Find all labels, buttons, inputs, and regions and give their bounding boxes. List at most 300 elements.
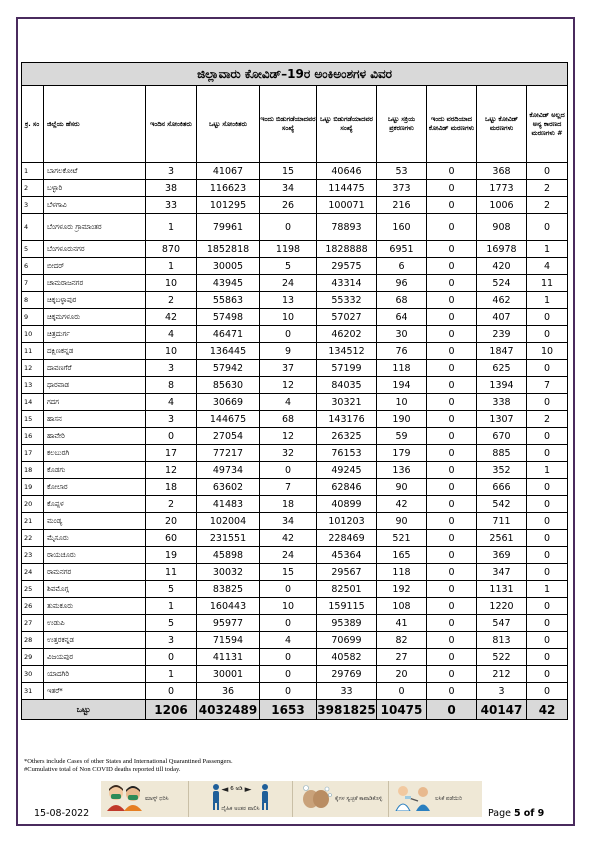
cell-active: 194 (377, 377, 427, 394)
cell-today-deaths: 0 (427, 615, 477, 632)
cell-total-deaths: 1847 (477, 343, 527, 360)
cell-serial: 27 (22, 615, 44, 632)
total-today-deaths: 0 (427, 700, 477, 720)
cell-total-deaths: 239 (477, 326, 527, 343)
cell-active: 64 (377, 309, 427, 326)
cell-total-infected: 27054 (197, 428, 260, 445)
cell-active: 53 (377, 163, 427, 180)
covid-awareness-banner (101, 781, 482, 817)
cell-district: ಹಾವೇರಿ (44, 428, 146, 445)
footnote-others: *Others include Cases of other States and International Quarantined Passengers. (24, 758, 233, 765)
cell-today-infected: 18 (146, 479, 197, 496)
cell-today-deaths: 0 (427, 258, 477, 275)
cell-total-infected: 77217 (197, 445, 260, 462)
cell-today-discharged: 5 (260, 258, 317, 275)
cell-today-deaths: 0 (427, 197, 477, 214)
table-row (22, 377, 568, 394)
cell-today-infected: 1 (146, 214, 197, 241)
cell-total-discharged: 62846 (317, 479, 377, 496)
cell-serial: 12 (22, 360, 44, 377)
mask-text: ಮಾಸ್ಕ್ ಧರಿಸಿ (145, 795, 169, 802)
footnote-non-covid: #Cumulative total of Non COVID deaths reported till today. (24, 766, 181, 773)
cell-active: 165 (377, 547, 427, 564)
total-today-infected: 1206 (146, 700, 197, 720)
cell-non-covid-deaths: 1 (527, 462, 568, 479)
cell-total-discharged: 26325 (317, 428, 377, 445)
hands-segment (293, 781, 389, 817)
cell-today-deaths: 0 (427, 377, 477, 394)
cell-active: 179 (377, 445, 427, 462)
cell-non-covid-deaths: 11 (527, 275, 568, 292)
col-header-total-infected: ಒಟ್ಟು ಸೋಂಕಿತರು (197, 86, 260, 163)
footnotes (24, 758, 233, 774)
cell-district: ರಾಮನಗರ (44, 564, 146, 581)
cell-total-infected: 57942 (197, 360, 260, 377)
cell-total-infected: 30032 (197, 564, 260, 581)
cell-non-covid-deaths: 0 (527, 445, 568, 462)
cell-today-infected: 2 (146, 496, 197, 513)
cell-district: ಕಲಬುರಗಿ (44, 445, 146, 462)
cell-serial: 2 (22, 180, 44, 197)
arrow-left-icon: ◄ (221, 784, 229, 795)
cell-total-discharged: 76153 (317, 445, 377, 462)
cell-district: ದಕ್ಷಿಣಕನ್ನಡ (44, 343, 146, 360)
cell-district: ಶಿವಮೊಗ್ಗ (44, 581, 146, 598)
cell-serial: 11 (22, 343, 44, 360)
cell-non-covid-deaths: 0 (527, 360, 568, 377)
cell-today-deaths: 0 (427, 309, 477, 326)
cell-non-covid-deaths: 2 (527, 180, 568, 197)
cell-today-infected: 4 (146, 394, 197, 411)
vaccine-text: ಲಸಿಕೆ ಪಡೆಯಿರಿ (435, 795, 462, 802)
cell-active: 96 (377, 275, 427, 292)
cell-non-covid-deaths: 0 (527, 214, 568, 241)
cell-total-discharged: 114475 (317, 180, 377, 197)
cell-non-covid-deaths: 0 (527, 530, 568, 547)
cell-total-discharged: 55332 (317, 292, 377, 309)
cell-total-deaths: 524 (477, 275, 527, 292)
page-current: 5 (514, 808, 521, 819)
cell-total-discharged: 29769 (317, 666, 377, 683)
cell-serial: 19 (22, 479, 44, 496)
cell-today-infected: 8 (146, 377, 197, 394)
cell-today-discharged: 9 (260, 343, 317, 360)
cell-total-deaths: 542 (477, 496, 527, 513)
cell-total-deaths: 2561 (477, 530, 527, 547)
table-row (22, 581, 568, 598)
cell-total-discharged: 33 (317, 683, 377, 700)
cell-serial: 31 (22, 683, 44, 700)
table-row (22, 394, 568, 411)
cell-non-covid-deaths: 7 (527, 377, 568, 394)
cell-serial: 16 (22, 428, 44, 445)
cell-serial: 6 (22, 258, 44, 275)
cell-today-discharged: 34 (260, 180, 317, 197)
cell-district: ಹಾಸನ (44, 411, 146, 428)
cell-total-discharged: 29567 (317, 564, 377, 581)
page-total: of 9 (523, 808, 545, 819)
cell-today-deaths: 0 (427, 275, 477, 292)
cell-serial: 28 (22, 632, 44, 649)
cell-district: ಬೀದರ್ (44, 258, 146, 275)
cell-non-covid-deaths: 0 (527, 615, 568, 632)
total-non-covid-deaths: 42 (527, 700, 568, 720)
cell-today-discharged: 0 (260, 683, 317, 700)
cell-total-infected: 231551 (197, 530, 260, 547)
cell-non-covid-deaths: 2 (527, 197, 568, 214)
cell-today-deaths: 0 (427, 180, 477, 197)
cell-today-infected: 2 (146, 292, 197, 309)
cell-today-infected: 4 (146, 326, 197, 343)
cell-today-discharged: 37 (260, 360, 317, 377)
table-row (22, 360, 568, 377)
table-row (22, 309, 568, 326)
cell-total-infected: 49734 (197, 462, 260, 479)
cell-today-infected: 17 (146, 445, 197, 462)
total-today-discharged: 1653 (260, 700, 317, 720)
cell-today-discharged: 15 (260, 564, 317, 581)
cell-serial: 24 (22, 564, 44, 581)
table-row (22, 214, 568, 241)
cell-district: ಕೊಪ್ಪಳ (44, 496, 146, 513)
cell-non-covid-deaths: 0 (527, 683, 568, 700)
cell-total-infected: 83825 (197, 581, 260, 598)
vaccine-icon (393, 783, 435, 815)
cell-total-deaths: 547 (477, 615, 527, 632)
table-row (22, 479, 568, 496)
table-row (22, 343, 568, 360)
cell-today-infected: 1 (146, 666, 197, 683)
cell-active: 118 (377, 564, 427, 581)
col-header-today-deaths: ಇಂದು ವರದಿಯಾದ ಕೋವಿಡ್ ಮರಣಗಳು (427, 86, 477, 163)
table-row (22, 564, 568, 581)
cell-today-infected: 1 (146, 258, 197, 275)
cell-district: ಬೆಳಗಾವಿ (44, 197, 146, 214)
cell-district: ಯಾದಗಿರಿ (44, 666, 146, 683)
cell-district: ದಾವಣಗೆರೆ (44, 360, 146, 377)
cell-district: ಚಿಕ್ಕಮಗಳೂರು (44, 309, 146, 326)
cell-non-covid-deaths: 4 (527, 258, 568, 275)
table-row (22, 445, 568, 462)
cell-total-discharged: 228469 (317, 530, 377, 547)
cell-total-discharged: 57199 (317, 360, 377, 377)
cell-today-infected: 0 (146, 649, 197, 666)
cell-total-discharged: 159115 (317, 598, 377, 615)
vaccine-segment (389, 781, 482, 817)
cell-non-covid-deaths: 0 (527, 326, 568, 343)
cell-district: ಉತ್ತರಕನ್ನಡ (44, 632, 146, 649)
cell-today-infected: 20 (146, 513, 197, 530)
cell-today-deaths: 0 (427, 581, 477, 598)
cell-active: 30 (377, 326, 427, 343)
cell-serial: 21 (22, 513, 44, 530)
cell-today-infected: 42 (146, 309, 197, 326)
cell-today-infected: 19 (146, 547, 197, 564)
cell-serial: 10 (22, 326, 44, 343)
total-discharged: 3981825 (317, 700, 377, 720)
cell-non-covid-deaths: 0 (527, 394, 568, 411)
col-header-total-discharged: ಒಟ್ಟು ಬಿಡುಗಡೆಯಾದವರ ಸಂಖ್ಯೆ (317, 86, 377, 163)
cell-serial: 22 (22, 530, 44, 547)
column-headers (22, 86, 568, 163)
cell-non-covid-deaths: 10 (527, 343, 568, 360)
cell-today-discharged: 34 (260, 513, 317, 530)
cell-total-discharged: 49245 (317, 462, 377, 479)
cell-serial: 26 (22, 598, 44, 615)
cell-today-discharged: 4 (260, 632, 317, 649)
cell-today-deaths: 0 (427, 513, 477, 530)
cell-total-deaths: 16978 (477, 241, 527, 258)
cell-today-discharged: 0 (260, 214, 317, 241)
cell-today-discharged: 68 (260, 411, 317, 428)
cell-total-infected: 30001 (197, 666, 260, 683)
table-row (22, 598, 568, 615)
district-covid-table (21, 62, 568, 720)
cell-today-deaths: 0 (427, 530, 477, 547)
cell-total-discharged: 101203 (317, 513, 377, 530)
cell-total-infected: 46471 (197, 326, 260, 343)
cell-serial: 30 (22, 666, 44, 683)
cell-today-infected: 0 (146, 683, 197, 700)
cell-total-deaths: 1006 (477, 197, 527, 214)
mask-segment (101, 781, 189, 817)
cell-today-discharged: 0 (260, 649, 317, 666)
hand-wash-icon (297, 783, 335, 815)
cell-total-discharged: 43314 (317, 275, 377, 292)
distance-value: 6 ಅಡಿ (230, 786, 243, 792)
cell-serial: 25 (22, 581, 44, 598)
cell-today-deaths: 0 (427, 598, 477, 615)
table-row (22, 496, 568, 513)
cell-today-infected: 12 (146, 462, 197, 479)
table-row (22, 241, 568, 258)
cell-total-discharged: 100071 (317, 197, 377, 214)
cell-today-deaths: 0 (427, 292, 477, 309)
cell-total-infected: 43945 (197, 275, 260, 292)
arrow-right-icon: ► (244, 784, 252, 795)
cell-active: 82 (377, 632, 427, 649)
table-row (22, 411, 568, 428)
table-title: ಜಿಲ್ಲಾವಾರು ಕೋವಿಡ್–19ರ ಅಂಕಿಅಂಶಗಳ ವಿವರ (22, 63, 568, 86)
cell-today-deaths: 0 (427, 394, 477, 411)
table-row (22, 258, 568, 275)
cell-district: ತುಮಕೂರು (44, 598, 146, 615)
cell-total-infected: 116623 (197, 180, 260, 197)
cell-total-discharged: 143176 (317, 411, 377, 428)
cell-total-discharged: 29575 (317, 258, 377, 275)
cell-active: 76 (377, 343, 427, 360)
col-header-total-deaths: ಒಟ್ಟು ಕೋವಿಡ್ ಮರಣಗಳು (477, 86, 527, 163)
page-label: Page (488, 808, 511, 819)
cell-today-deaths: 0 (427, 666, 477, 683)
cell-total-infected: 85630 (197, 377, 260, 394)
report-date: 15-08-2022 (34, 808, 90, 819)
cell-non-covid-deaths: 1 (527, 241, 568, 258)
cell-active: 68 (377, 292, 427, 309)
cell-today-discharged: 15 (260, 163, 317, 180)
cell-active: 6951 (377, 241, 427, 258)
cell-non-covid-deaths: 0 (527, 163, 568, 180)
cell-today-infected: 5 (146, 615, 197, 632)
cell-today-deaths: 0 (427, 649, 477, 666)
cell-non-covid-deaths: 0 (527, 309, 568, 326)
cell-today-deaths: 0 (427, 445, 477, 462)
cell-non-covid-deaths: 0 (527, 547, 568, 564)
total-infected: 4032489 (197, 700, 260, 720)
cell-serial: 7 (22, 275, 44, 292)
cell-serial: 1 (22, 163, 44, 180)
cell-total-infected: 36 (197, 683, 260, 700)
cell-total-deaths: 1131 (477, 581, 527, 598)
cell-today-infected: 3 (146, 163, 197, 180)
cell-today-discharged: 42 (260, 530, 317, 547)
cell-today-discharged: 24 (260, 547, 317, 564)
cell-today-discharged: 10 (260, 598, 317, 615)
cell-today-infected: 0 (146, 428, 197, 445)
cell-total-discharged: 78893 (317, 214, 377, 241)
cell-today-deaths: 0 (427, 683, 477, 700)
cell-non-covid-deaths: 2 (527, 411, 568, 428)
distance-text: ದೈಹಿಕ ಅಂತರ ಪಾಲಿಸಿ (221, 805, 260, 812)
table-row (22, 428, 568, 445)
cell-today-deaths: 0 (427, 343, 477, 360)
cell-today-discharged: 0 (260, 462, 317, 479)
cell-total-deaths: 711 (477, 513, 527, 530)
cell-today-discharged: 13 (260, 292, 317, 309)
cell-serial: 23 (22, 547, 44, 564)
cell-active: 42 (377, 496, 427, 513)
cell-non-covid-deaths: 0 (527, 479, 568, 496)
distance-info (221, 785, 259, 814)
cell-today-discharged: 0 (260, 326, 317, 343)
cell-serial: 8 (22, 292, 44, 309)
cell-total-discharged: 40899 (317, 496, 377, 513)
cell-non-covid-deaths: 0 (527, 598, 568, 615)
cell-today-discharged: 0 (260, 581, 317, 598)
mask-people-icon (105, 783, 145, 815)
table-row (22, 197, 568, 214)
cell-active: 190 (377, 411, 427, 428)
cell-today-discharged: 24 (260, 275, 317, 292)
cell-active: 521 (377, 530, 427, 547)
cell-today-discharged: 26 (260, 197, 317, 214)
cell-total-deaths: 369 (477, 547, 527, 564)
col-header-serial: ಕ್ರ. ಸಂ (22, 86, 44, 163)
table-row (22, 649, 568, 666)
cell-active: 160 (377, 214, 427, 241)
cell-active: 59 (377, 428, 427, 445)
cell-today-deaths: 0 (427, 479, 477, 496)
cell-total-discharged: 57027 (317, 309, 377, 326)
cell-non-covid-deaths: 0 (527, 428, 568, 445)
cell-total-infected: 41483 (197, 496, 260, 513)
cell-today-deaths: 0 (427, 462, 477, 479)
cell-active: 90 (377, 513, 427, 530)
cell-today-discharged: 32 (260, 445, 317, 462)
col-header-active-cases: ಒಟ್ಟು ಸಕ್ರಿಯ ಪ್ರಕರಣಗಳು (377, 86, 427, 163)
cell-total-infected: 63602 (197, 479, 260, 496)
cell-serial: 17 (22, 445, 44, 462)
cell-today-deaths: 0 (427, 496, 477, 513)
cell-total-deaths: 885 (477, 445, 527, 462)
table-row (22, 683, 568, 700)
cell-non-covid-deaths: 1 (527, 292, 568, 309)
cell-district: ಬೆಂಗಳೂರು ಗ್ರಾಮಾಂತರ (44, 214, 146, 241)
distance-segment (189, 781, 293, 817)
total-deaths: 40147 (477, 700, 527, 720)
table-row (22, 462, 568, 479)
cell-today-deaths: 0 (427, 360, 477, 377)
cell-today-infected: 3 (146, 360, 197, 377)
table-row (22, 632, 568, 649)
cell-serial: 4 (22, 214, 44, 241)
cell-total-infected: 55863 (197, 292, 260, 309)
cell-today-discharged: 18 (260, 496, 317, 513)
cell-serial: 14 (22, 394, 44, 411)
cell-active: 192 (377, 581, 427, 598)
cell-today-deaths: 0 (427, 241, 477, 258)
cell-district: ಮಂಡ್ಯ (44, 513, 146, 530)
cell-today-deaths: 0 (427, 547, 477, 564)
cell-active: 0 (377, 683, 427, 700)
cell-district: ವಿಜಯಪುರ (44, 649, 146, 666)
cell-total-deaths: 338 (477, 394, 527, 411)
col-header-today-discharged: ಇಂದು ಬಿಡುಗಡೆಯಾದವರ ಸಂಖ್ಯೆ (260, 86, 317, 163)
table-body (22, 163, 568, 700)
cell-total-infected: 95977 (197, 615, 260, 632)
cell-total-deaths: 352 (477, 462, 527, 479)
table-row (22, 547, 568, 564)
cell-non-covid-deaths: 0 (527, 513, 568, 530)
cell-district: ಚಾಮರಾಜನಗರ (44, 275, 146, 292)
cell-serial: 29 (22, 649, 44, 666)
cell-total-deaths: 666 (477, 479, 527, 496)
cell-today-infected: 11 (146, 564, 197, 581)
table-row (22, 513, 568, 530)
cell-non-covid-deaths: 0 (527, 632, 568, 649)
cell-today-infected: 10 (146, 343, 197, 360)
cell-serial: 5 (22, 241, 44, 258)
cell-serial: 9 (22, 309, 44, 326)
cell-serial: 3 (22, 197, 44, 214)
cell-total-infected: 71594 (197, 632, 260, 649)
cell-today-discharged: 10 (260, 309, 317, 326)
cell-total-infected: 79961 (197, 214, 260, 241)
cell-district: ಧಾರವಾಡ (44, 377, 146, 394)
cell-total-discharged: 84035 (317, 377, 377, 394)
cell-today-infected: 33 (146, 197, 197, 214)
totals-row (22, 700, 568, 720)
cell-today-infected: 870 (146, 241, 197, 258)
cell-today-discharged: 0 (260, 615, 317, 632)
cell-total-deaths: 212 (477, 666, 527, 683)
cell-district: ಮೈಸೂರು (44, 530, 146, 547)
cell-total-deaths: 462 (477, 292, 527, 309)
cell-total-infected: 101295 (197, 197, 260, 214)
cell-active: 216 (377, 197, 427, 214)
cell-district: ಕೊಡಗು (44, 462, 146, 479)
table-row (22, 180, 568, 197)
cell-district: ಚಿಕ್ಕಬಳ್ಳಾಪುರ (44, 292, 146, 309)
cell-today-deaths: 0 (427, 428, 477, 445)
cell-today-discharged: 4 (260, 394, 317, 411)
cell-total-deaths: 368 (477, 163, 527, 180)
distance-person-right-icon (260, 783, 270, 815)
covid-stats-table-container (21, 62, 567, 720)
cell-total-discharged: 82501 (317, 581, 377, 598)
cell-total-deaths: 1220 (477, 598, 527, 615)
cell-district: ಬಳ್ಳಾರಿ (44, 180, 146, 197)
